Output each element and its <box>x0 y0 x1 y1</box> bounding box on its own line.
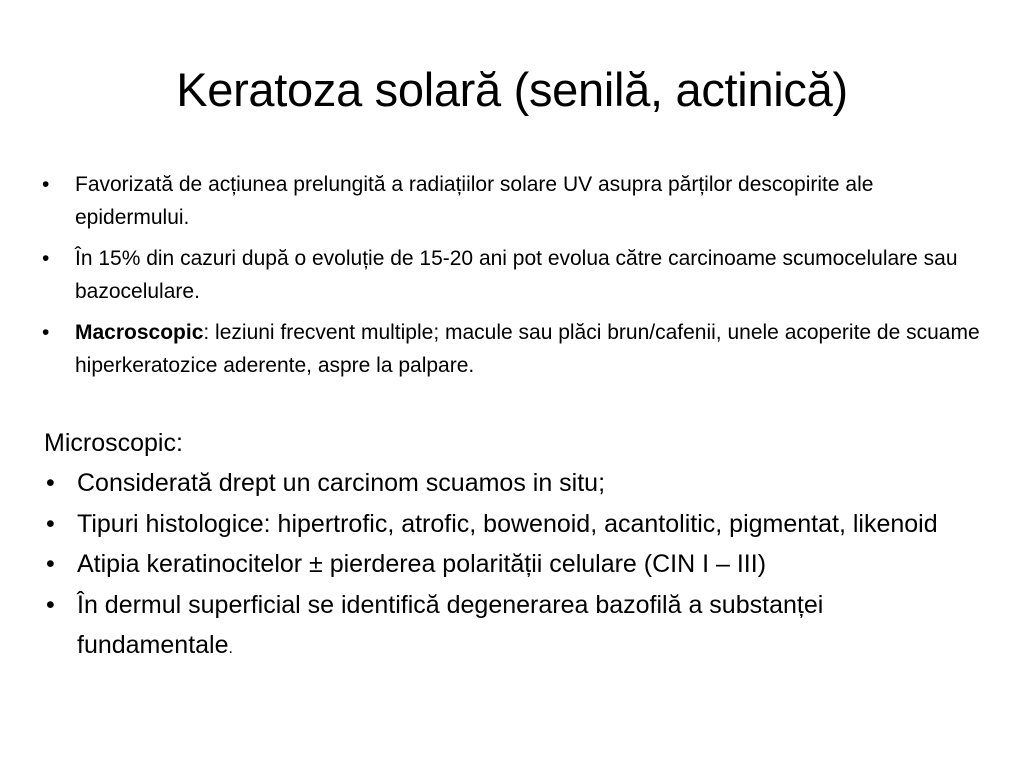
microscopic-heading-colon: : <box>175 429 183 457</box>
list-item-text: Favorizată de acțiunea prelungită a radiațiilor solare UV asupra părților descopirite ale epidermului. <box>75 173 874 229</box>
list-item-period: . <box>228 640 233 657</box>
bullet-icon: • <box>46 590 55 619</box>
bullet-icon: • <box>46 469 55 497</box>
list-item <box>44 544 984 585</box>
bullet-icon: • <box>42 247 50 270</box>
list-item-text: : leziuni frecvent multiple; macule sau plăci brun/cafenii, unele acoperite de scuame hiperkeratozice aderente, aspre la palpare. <box>75 321 980 377</box>
list-item <box>44 463 984 504</box>
bullet-icon: • <box>42 173 50 196</box>
list-item <box>44 585 984 670</box>
microscopic-heading <box>44 423 984 463</box>
bullet-icon: • <box>46 550 55 578</box>
slide-title: Keratoza solară (senilă, actinică) <box>176 63 848 116</box>
top-bullet-list <box>42 168 982 390</box>
list-item <box>42 242 982 308</box>
list-item <box>44 504 984 545</box>
list-item-text: Atipia keratinocitelor ± pierderea polarității celulare (CIN I – III) <box>77 550 767 578</box>
microscopic-section <box>44 423 984 670</box>
microscopic-heading-label: Microscopic <box>44 429 176 457</box>
list-item-bold-label: Macroscopic <box>75 321 204 344</box>
list-item-text: Tipuri histologice: hipertrofic, atrofic, bowenoid, acantolitic, pigmentat, likenoid <box>77 509 938 538</box>
bullet-icon: • <box>46 509 55 538</box>
microscopic-bullet-list <box>44 463 984 670</box>
list-item-text: În dermul superficial se identifică degenerarea bazofilă a substanței fundamentale <box>77 590 824 659</box>
list-item <box>42 168 982 234</box>
list-item-text: Considerată drept un carcinom scuamos in situ; <box>77 469 606 497</box>
list-item-text: În 15% din cazuri după o evoluție de 15-20 ani pot evolua către carcinoame scumocelulare sau bazocelulare. <box>75 247 958 303</box>
list-item <box>42 316 982 382</box>
bullet-icon: • <box>42 321 50 344</box>
